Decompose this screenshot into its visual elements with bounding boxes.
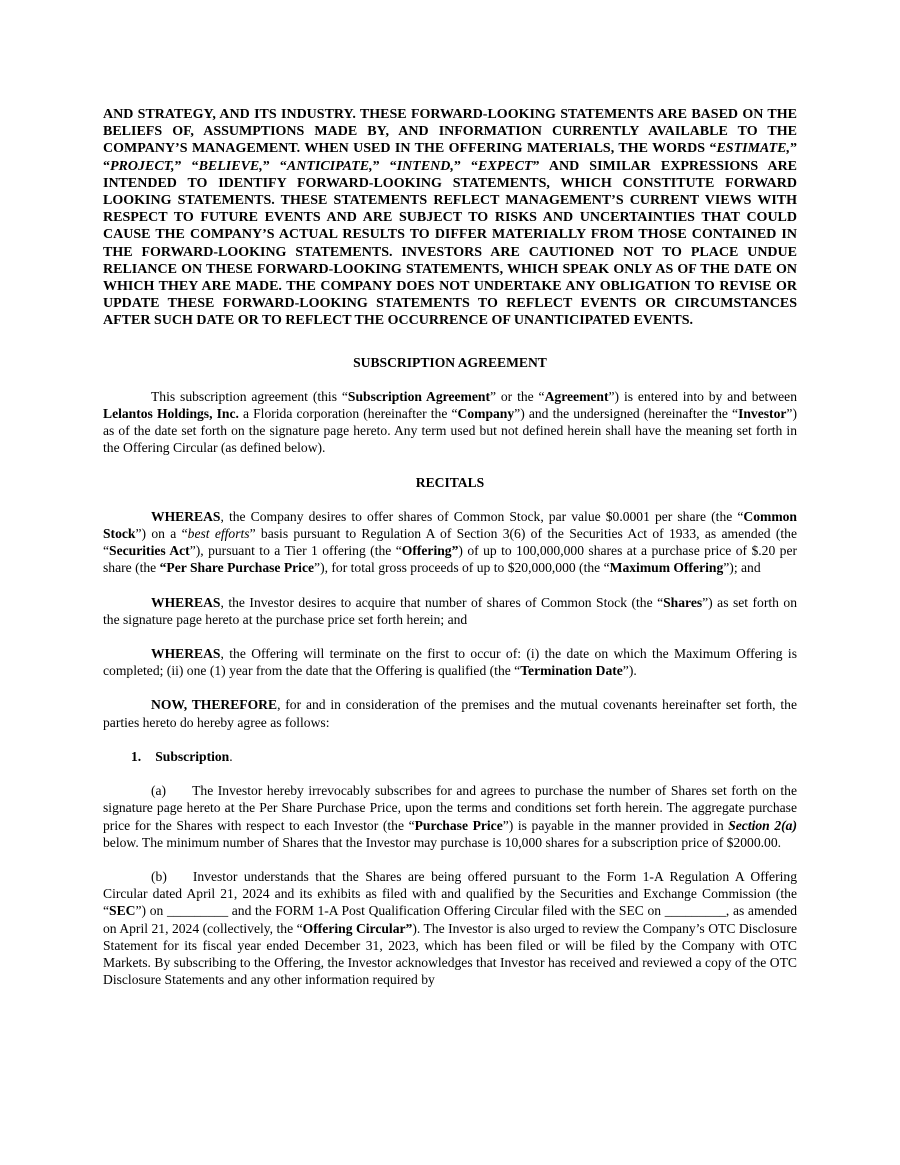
intro-paragraph: This subscription agreement (this “Subscription Agreement” or the “Agreement”) is entered into by and between Lelantos Holdings, Inc. a Florida corporation (hereinafter the “Company”) and the undersigned (hereinafter the “Investor”) as of the date set forth on the signature page hereto. Any term used but not defined herein shall have the meaning set forth in the Offering Circular (as defined below). — [103, 388, 797, 456]
whereas-termination-paragraph: WHEREAS, the Offering will terminate on the first to occur of: (i) the date on which the Maximum Offering is completed; (ii) one (1) year from the date that the Offering is qualified (the “Termination Date”). — [103, 646, 797, 679]
whereas-shares-paragraph: WHEREAS, the Investor desires to acquire that number of shares of Common Stock (the “Shares”) as set forth on the signature page hereto at the purchase price set forth herein; and — [103, 594, 797, 627]
section-1-subscription-heading: 1. Subscription. — [131, 748, 233, 764]
recitals-heading: RECITALS — [415, 474, 485, 490]
section-1b-paragraph: (b) Investor understands that the Shares are being offered pursuant to the Form 1-A Regulation A Offering Circular dated April 21, 2024 and its exhibits as filed with and qualified by the Securities and Exchange Commission (the “SEC”) on _________ and the FORM 1-A Post Qualification Offering Circular filed with the SEC on _________, as amended on April 21, 2024 (collectively, the “Offering Circular”). The Investor is also urged to review the Company’s OTC Disclosure Statement for its fiscal year ended December 31, 2023, which has been filed or will be filed by the Company with OTC Markets. By subscribing to the Offering, the Investor acknowledges that Investor has received and reviewed a copy of the OTC Disclosure Statements and any other information required by — [103, 868, 797, 988]
now-therefore-paragraph: NOW, THEREFORE, for and in consideration of the premises and the mutual covenants hereinafter set forth, the parties hereto do hereby agree as follows: — [103, 697, 797, 730]
whereas-offering-paragraph: WHEREAS, the Company desires to offer shares of Common Stock, par value $0.0001 per share (the “Common Stock”) on a “best efforts” basis pursuant to Regulation A of Section 3(6) of the Securities Act of 1933, as amended (the “Securities Act”), pursuant to a Tier 1 offering (the “Offering”) of up to 100,000,000 shares at a purchase price of $.20 per share (the “Per Share Purchase Price”), for total gross proceeds of up to $20,000,000 (the “Maximum Offering”); and — [103, 508, 798, 576]
section-1a-paragraph: (a) The Investor hereby irrevocably subscribes for and agrees to purchase the number of Shares set forth on the signature page hereto at the Per Share Purchase Price, upon the terms and conditions set forth herein. The aggregate purchase price for the Shares with respect to each Investor (the “Purchase Price”) is payable in the manner provided in Section 2(a) below. The minimum number of Shares that the Investor may purchase is 10,000 shares for a subscription price of $2000.00. — [103, 783, 797, 850]
page-title: SUBSCRIPTION AGREEMENT — [353, 354, 547, 370]
forward-looking-statements-paragraph: AND STRATEGY, AND ITS INDUSTRY. THESE FORWARD-LOOKING STATEMENTS ARE BASED ON THE BELIEFS OF, ASSUMPTIONS MADE BY, AND INFORMATION CURRENTLY AVAILABLE TO THE COMPANY’S MANAGEMENT. WHEN USED IN THE OFFERING MATERIALS, THE WORDS “ESTIMATE,” “PROJECT,” “BELIEVE,” “ANTICIPATE,” “INTEND,” “EXPECT” AND SIMILAR EXPRESSIONS ARE INTENDED TO IDENTIFY FORWARD-LOOKING STATEMENTS, WHICH CONSTITUTE FORWARD LOOKING STATEMENTS. THESE STATEMENTS REFLECT MANAGEMENT’S CURRENT VIEWS WITH RESPECT TO FUTURE EVENTS AND ARE SUBJECT TO RISKS AND UNCERTAINTIES THAT COULD CAUSE THE COMPANY’S ACTUAL RESULTS TO DIFFER MATERIALLY FROM THOSE CONTAINED IN THE FORWARD-LOOKING STATEMENTS. INVESTORS ARE CAUTIONED NOT TO PLACE UNDUE RELIANCE ON THESE FORWARD-LOOKING STATEMENTS, WHICH SPEAK ONLY AS OF THE DATE ON WHICH THEY ARE MADE. THE COMPANY DOES NOT UNDERTAKE ANY OBLIGATION TO REVISE OR UPDATE THESE FORWARD-LOOKING STATEMENTS TO REFLECT EVENTS OR CIRCUMSTANCES AFTER SUCH DATE OR TO REFLECT THE OCCURRENCE OF UNANTICIPATED EVENTS. — [103, 107, 798, 329]
